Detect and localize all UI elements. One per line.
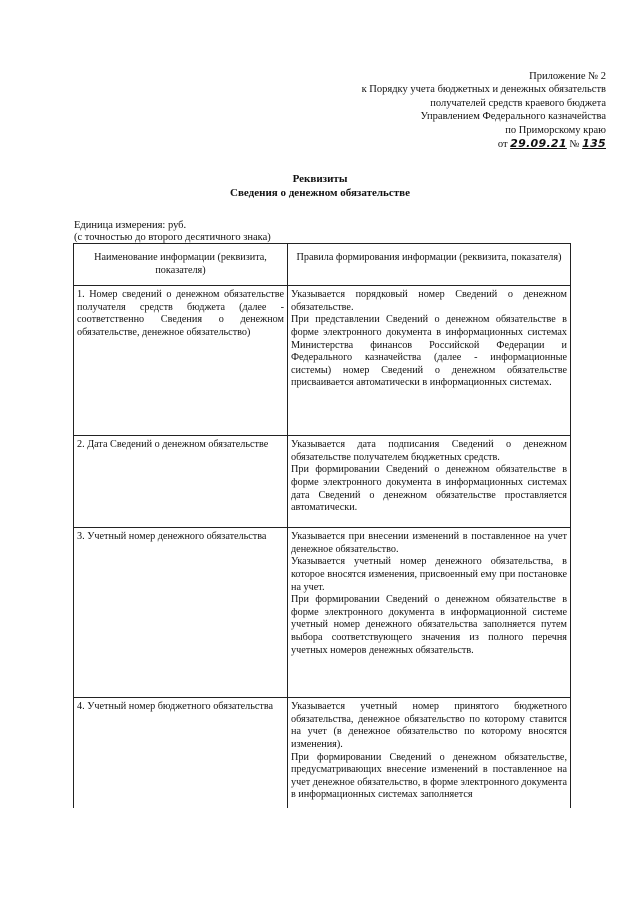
row-rules-cell — [288, 286, 571, 436]
row-name-cell: 2. Дата Сведений о денежном обязательстве — [74, 436, 288, 528]
row-name-cell: 4. Учетный номер бюджетного обязательства — [74, 698, 288, 808]
units-line-2: (с точностью до второго десятичного знака) — [74, 232, 271, 243]
appendix-header — [276, 70, 606, 151]
table-row — [74, 436, 571, 528]
units-note — [74, 220, 271, 244]
units-line-1: Единица измерения: руб. — [74, 220, 187, 231]
table-header-row — [74, 244, 571, 286]
table-row — [74, 286, 571, 436]
column-header-name: Наименование информации (реквизита, показателя) — [74, 244, 288, 286]
date-value: 29.09.21 — [510, 137, 567, 151]
rule-paragraph: При формировании Сведений о денежном обязательстве в форме электронного документа в информационной системе учетный номер денежного обязательства заполняется путем выбора соответствующего значения из полного перечня учетных номеров денежных обязательств. — [291, 594, 567, 656]
row-name-cell: 1. Номер сведений о денежном обязательстве получателя средств бюджета (далее - соответственно Сведения о денежном обязательстве, денежное обязательство) — [74, 286, 288, 436]
number-value: 135 — [582, 137, 606, 151]
appendix-date-line — [276, 137, 606, 151]
appendix-title: Приложение № 2 — [529, 71, 606, 82]
row-rules-cell — [288, 436, 571, 528]
title-line-2: Сведения о денежном обязательстве — [230, 187, 410, 199]
appendix-line: Управлением Федерального казначейства — [420, 111, 606, 123]
table-row — [74, 528, 571, 698]
number-prefix: № — [569, 139, 580, 151]
rule-paragraph: Указывается учетный номер принятого бюджетного обязательства, денежное обязательство по которому ставится на учет (в денежное обязательство по которому вносятся изменения). — [291, 701, 567, 750]
row-name-cell: 3. Учетный номер денежного обязательства — [74, 528, 288, 698]
rule-paragraph: При формировании Сведений о денежном обязательстве в форме электронного документа в информационных системах дата Сведений о денежном обязательстве проставляется автоматически. — [291, 464, 567, 514]
rule-paragraph: Указывается порядковый номер Сведений о денежном обязательстве. — [291, 289, 567, 313]
row-rules-cell — [288, 698, 571, 808]
rule-paragraph: При представлении Сведений о денежном обязательстве в форме электронного документа в информационных системах Министерства финансов Российской Федерации и Федерального казначейства (далее - информационные системы) номер Сведений о денежном обязательстве присваивается автоматически в информационных системах. — [291, 314, 567, 389]
rule-paragraph: Указывается дата подписания Сведений о денежном обязательстве получателем бюджетных средств. — [291, 439, 567, 463]
column-header-rules: Правила формирования информации (реквизита, показателя) — [288, 244, 571, 286]
rule-paragraph: При формировании Сведений о денежном обязательстве, предусматривающих внесение изменений в поставленное на учет денежное обязательство, в форме электронного документа в информационных системах заполняется — [291, 751, 567, 801]
appendix-line: к Порядку учета бюджетных и денежных обязательств — [361, 84, 606, 96]
title-line-1: Реквизиты — [292, 173, 348, 185]
requisites-table — [73, 243, 571, 808]
rule-paragraph: Указывается при внесении изменений в поставленное на учет денежное обязательство. — [291, 531, 567, 555]
date-prefix: от — [497, 139, 508, 151]
document-title — [0, 172, 640, 200]
appendix-line: по Приморскому краю — [505, 124, 606, 136]
appendix-line: получателей средств краевого бюджета — [430, 97, 606, 109]
row-rules-cell — [288, 528, 571, 698]
table-row — [74, 698, 571, 808]
rule-paragraph: Указывается учетный номер денежного обязательства, в которое вносятся изменения, присвоенный ему при постановке на учет. — [291, 556, 567, 593]
